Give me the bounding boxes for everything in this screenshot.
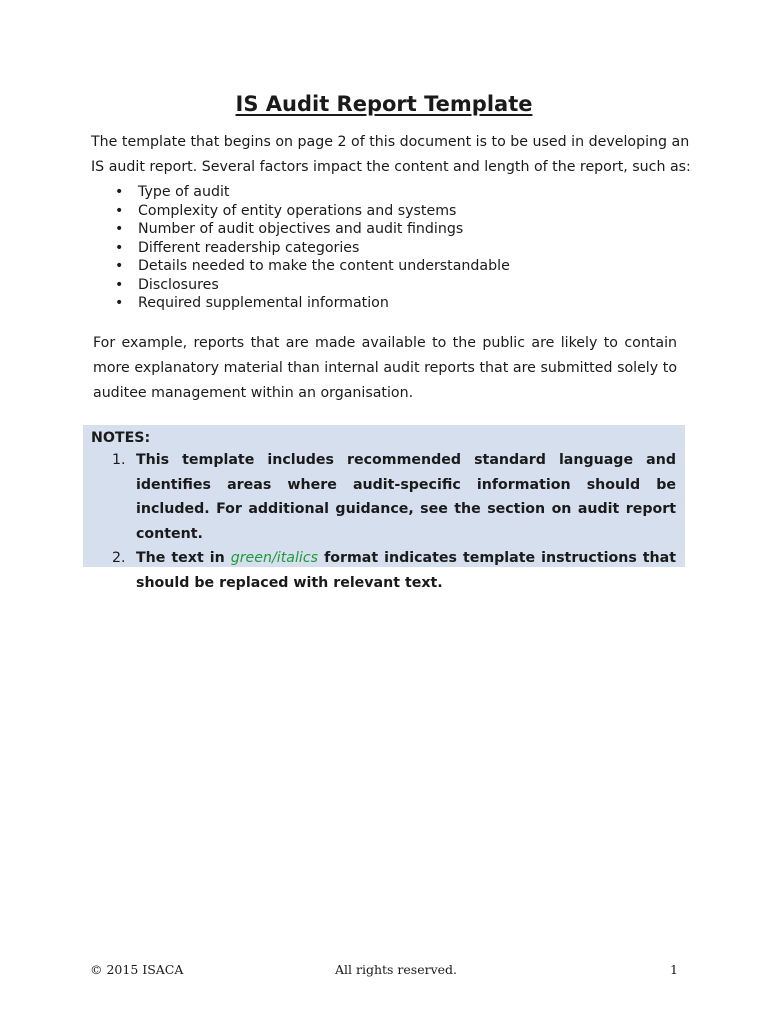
note-number: 2. <box>112 550 126 567</box>
factor-list <box>91 183 691 313</box>
bullet-icon: • <box>115 202 124 219</box>
intro-paragraph: The template that begins on page 2 of this document is to be used in developing an IS audit report. Several factors impact the content and length of the report, such as: <box>91 134 691 175</box>
note-text-before: The text in <box>136 550 231 567</box>
list-item-text: Required supplemental information <box>138 295 389 311</box>
list-item-text: Different readership categories <box>138 239 360 256</box>
list-item-text: Number of audit objectives and audit findings <box>138 221 464 237</box>
list-item <box>91 183 691 202</box>
bullet-icon: • <box>115 258 124 274</box>
notes-list <box>83 448 685 596</box>
bullet-icon: • <box>115 221 124 237</box>
bullet-icon: • <box>115 276 124 293</box>
note-text: This template includes recommended standard language and identifies areas where audit-specific information should be included. For additional guidance, see the section on audit report content. <box>136 452 676 542</box>
document-title: IS Audit Report Template <box>235 92 533 116</box>
page-number: 1 <box>670 962 678 977</box>
footer-copyright: © 2015 ISACA <box>90 962 184 977</box>
list-item-text: Disclosures <box>138 276 219 293</box>
example-paragraph: For example, reports that are made available to the public are likely to contain more explanatory material than internal audit reports that are submitted solely to auditee management within an organisation. <box>93 335 677 401</box>
footer-rights: All rights reserved. <box>335 962 458 977</box>
list-item-text: Type of audit <box>138 184 230 200</box>
list-item <box>91 276 691 295</box>
bullet-icon: • <box>115 295 124 311</box>
note-item <box>83 546 685 595</box>
notes-label: NOTES: <box>91 430 151 446</box>
note-item <box>83 448 685 546</box>
list-item-text: Details needed to make the content understandable <box>138 258 510 274</box>
list-item <box>91 257 691 276</box>
bullet-icon: • <box>115 184 124 200</box>
list-item <box>91 294 691 313</box>
green-italics-sample: green/italics <box>230 550 319 567</box>
list-item <box>91 220 691 239</box>
note-text-after: format indicates template instructions that should be replaced with relevant text. <box>136 550 676 591</box>
list-item-text: Complexity of entity operations and systems <box>138 202 457 219</box>
note-number: 1. <box>112 452 126 468</box>
list-item <box>91 202 691 221</box>
notes-box <box>83 425 685 591</box>
bullet-icon: • <box>115 239 124 256</box>
list-item <box>91 239 691 258</box>
